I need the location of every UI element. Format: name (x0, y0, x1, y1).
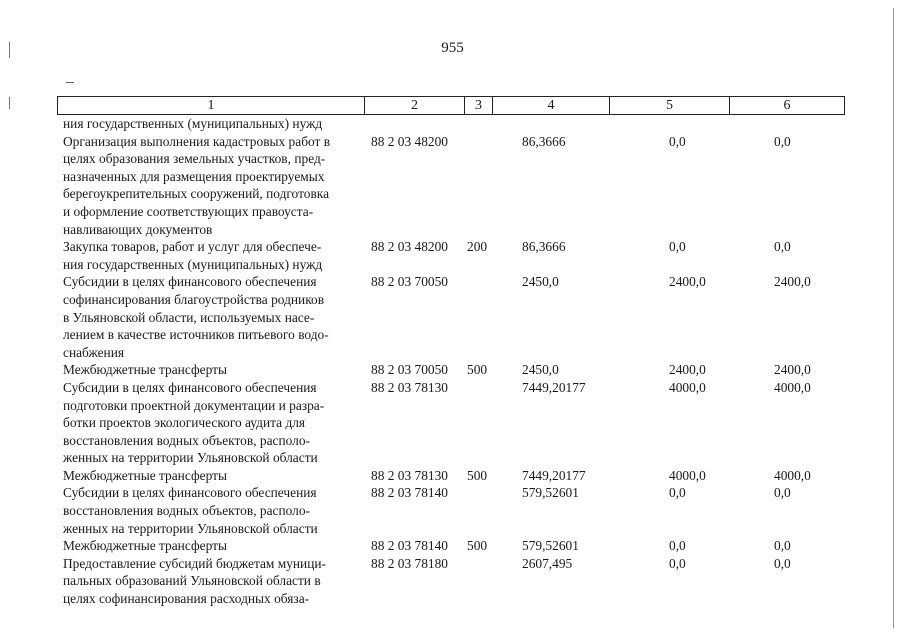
table-row (57, 484, 845, 537)
row-description (57, 555, 364, 608)
table-row (57, 555, 845, 608)
row-value-6: 4000,0 (774, 379, 811, 395)
row-description (57, 379, 364, 467)
table-row (57, 379, 845, 467)
row-value-5 (609, 115, 729, 133)
row-value-4: 86,3666 (522, 133, 566, 149)
row-type (464, 555, 492, 608)
row-value-4: 2450,0 (522, 362, 559, 378)
row-value-4 (492, 115, 609, 133)
description-line: целях софинансирования расходных обяза- (63, 591, 310, 607)
row-value-5: 0,0 (669, 538, 686, 554)
row-code: 88 2 03 78130 (371, 467, 448, 483)
description-line: Межбюджетные трансферты (63, 467, 227, 483)
header-col-3: 3 (465, 97, 493, 114)
row-description (57, 361, 364, 379)
description-line: Межбюджетные трансферты (63, 362, 227, 378)
row-value-4: 579,52601 (522, 538, 579, 554)
row-value-4: 7449,20177 (522, 467, 586, 483)
row-description (57, 273, 364, 361)
row-value-5: 2400,0 (669, 362, 706, 378)
row-value-6: 4000,0 (774, 467, 811, 483)
row-type: 500 (467, 467, 488, 483)
scan-left-edge-bottom (9, 97, 10, 109)
description-line: пальных образований Ульяновской области в (63, 573, 321, 589)
row-code: 88 2 03 48200 (371, 133, 448, 149)
row-value-5: 2400,0 (669, 274, 706, 290)
row-description (57, 484, 364, 537)
row-code: 88 2 03 78180 (371, 555, 448, 571)
description-line: Предоставление субсидий бюджетам муници- (63, 555, 327, 571)
description-line: Субсидии в целях финансового обеспечения (63, 485, 317, 501)
row-description (57, 133, 364, 239)
description-line: ботки проектов экологического аудита для (63, 415, 306, 431)
row-value-6: 0,0 (774, 555, 791, 571)
header-col-2: 2 (365, 97, 465, 114)
description-line: софинансирования благоустройства родников (63, 291, 325, 307)
row-type (464, 133, 492, 239)
table-row (57, 273, 845, 361)
header-col-5: 5 (610, 97, 730, 114)
description-line: берегоукрепительных сооружений, подготовка (63, 186, 330, 202)
description-line: и оформление соответствующих правоуста- (63, 203, 314, 219)
table-header (57, 96, 845, 115)
row-type (464, 484, 492, 537)
row-value-6: 0,0 (774, 133, 791, 149)
description-line: целях образования земельных участков, пред- (63, 151, 326, 167)
row-value-6 (729, 115, 845, 133)
row-value-5: 4000,0 (669, 467, 706, 483)
row-value-4: 86,3666 (522, 239, 566, 255)
row-type: 500 (467, 362, 488, 378)
row-value-6: 0,0 (774, 239, 791, 255)
description-line: назначенных для размещения проектируемых (63, 168, 325, 184)
table-body (57, 115, 845, 608)
table-row (57, 361, 845, 379)
description-line: восстановления водных объектов, располо- (63, 503, 311, 519)
row-value-6: 0,0 (774, 538, 791, 554)
row-code (364, 115, 464, 133)
row-value-5: 0,0 (669, 239, 686, 255)
description-line: Организация выполнения кадастровых работ в (63, 133, 331, 149)
row-value-6: 2400,0 (774, 362, 811, 378)
description-line: снабжения (63, 344, 125, 360)
row-code: 88 2 03 78140 (371, 538, 448, 554)
row-value-5: 0,0 (669, 485, 686, 501)
row-value-5: 0,0 (669, 555, 686, 571)
row-code: 88 2 03 70050 (371, 274, 448, 290)
description-line: Межбюджетные трансферты (63, 538, 227, 554)
row-type: 500 (467, 538, 488, 554)
description-line: Субсидии в целях финансового обеспечения (63, 274, 317, 290)
header-col-4: 4 (493, 97, 610, 114)
description-line: лением в качестве источников питьевого водо- (63, 327, 329, 343)
description-line: ния государственных (муниципальных) нужд (63, 116, 323, 131)
scan-mark (66, 82, 74, 83)
description-line: восстановления водных объектов, располо- (63, 432, 311, 448)
description-line: Субсидии в целях финансового обеспечения (63, 379, 317, 395)
row-code: 88 2 03 48200 (371, 239, 448, 255)
row-value-5: 0,0 (669, 133, 686, 149)
header-col-6: 6 (783, 98, 791, 113)
row-code: 88 2 03 78130 (371, 379, 448, 395)
page-number: 955 (441, 40, 464, 56)
row-description (57, 537, 364, 555)
table-row (57, 238, 845, 273)
header-col-1: 1 (58, 97, 365, 114)
row-value-4: 2450,0 (522, 274, 559, 290)
row-type (464, 379, 492, 467)
row-code: 88 2 03 70050 (371, 362, 448, 378)
description-line: женных на территории Ульяновской области (63, 520, 318, 536)
row-value-4: 579,52601 (522, 485, 579, 501)
table-row (57, 467, 845, 485)
description-line: подготовки проектной документации и разра- (63, 397, 325, 413)
row-value-5: 4000,0 (669, 379, 706, 395)
row-type (464, 273, 492, 361)
row-value-6: 0,0 (774, 485, 791, 501)
scan-right-edge (893, 8, 894, 628)
row-value-4: 2607,495 (522, 555, 573, 571)
description-line: ния государственных (муниципальных) нужд (63, 256, 323, 272)
row-type: 200 (467, 239, 488, 255)
description-line: женных на территории Ульяновской области (63, 450, 318, 466)
description-line: Закупка товаров, работ и услуг для обеспече- (63, 239, 322, 255)
table-row (57, 115, 845, 133)
row-value-4: 7449,20177 (522, 379, 586, 395)
row-description (57, 115, 364, 133)
row-description (57, 238, 364, 273)
description-line: навливающих документов (63, 221, 213, 237)
row-description (57, 467, 364, 485)
row-code: 88 2 03 78140 (371, 485, 448, 501)
table-row (57, 537, 845, 555)
row-type (464, 115, 492, 133)
table-row (57, 133, 845, 239)
row-value-6: 2400,0 (774, 274, 811, 290)
description-line: в Ульяновской области, используемых насе- (63, 309, 315, 325)
